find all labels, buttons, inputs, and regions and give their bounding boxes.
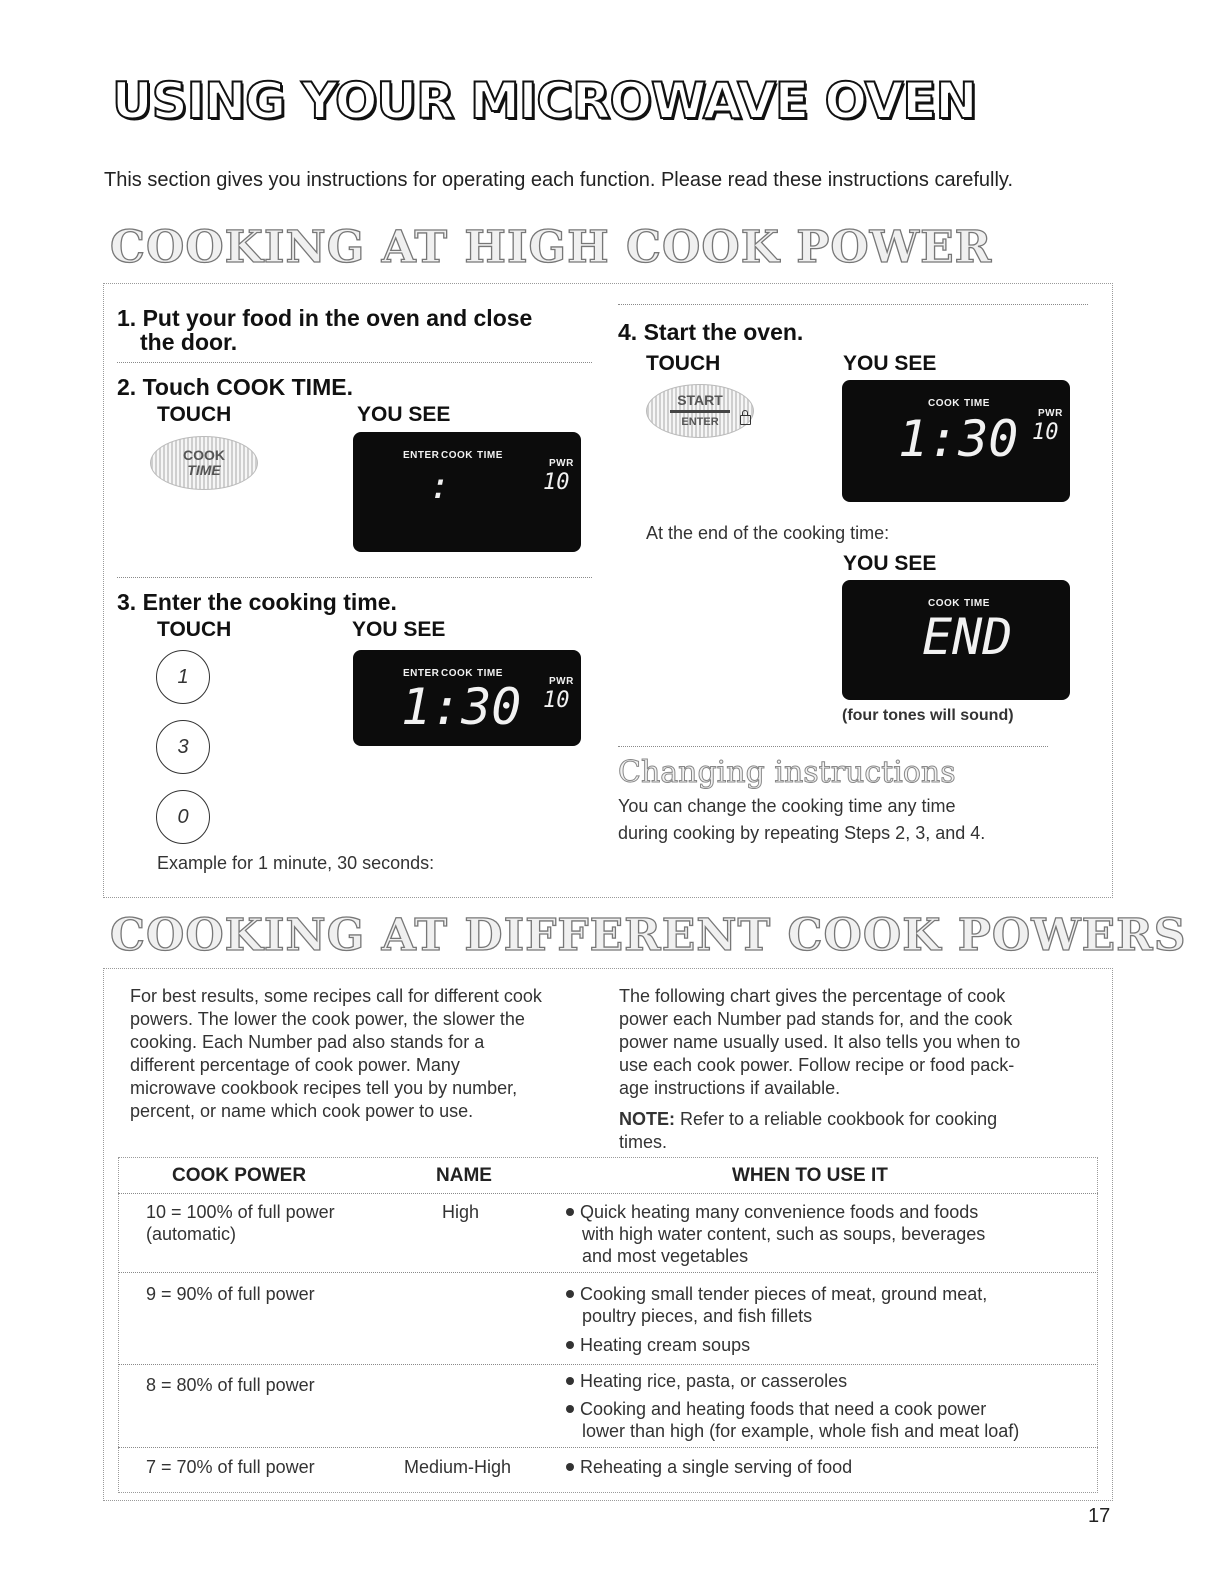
text-line: For best results, some recipes call for different cook xyxy=(130,986,542,1006)
text-line: age instructions if available. xyxy=(619,1078,841,1098)
you-see-label: YOU SEE xyxy=(843,352,937,375)
number-pad-1[interactable] xyxy=(156,650,210,704)
page-title: USING YOUR MICROWAVE OVEN xyxy=(112,72,977,130)
cook-power-cell: 8 = 80% of full power xyxy=(146,1375,315,1395)
step1-title-line1: 1. Put your food in the oven and close xyxy=(117,305,533,331)
intro-text: This section gives you instructions for operating each function. Please read these instructions carefully. xyxy=(104,169,1013,191)
text-line: different percentage of cook power. Many xyxy=(130,1055,460,1075)
number-label: 0 xyxy=(177,805,189,828)
when-cell xyxy=(566,1370,1019,1442)
divider xyxy=(618,746,1048,747)
intro-right xyxy=(619,985,1089,1154)
divider xyxy=(117,577,592,578)
note-text-line2: times. xyxy=(619,1132,668,1152)
divider xyxy=(618,304,1088,305)
bullet-icon xyxy=(566,1208,574,1216)
intro-left xyxy=(130,985,600,1123)
display-label: PWR xyxy=(1038,408,1063,419)
display-power: 10 xyxy=(1032,420,1059,445)
lock-icon xyxy=(740,415,751,425)
display-digits: 1:30 xyxy=(401,678,522,736)
cook-power-cell: 10 = 100% of full power xyxy=(146,1202,335,1222)
display-end xyxy=(842,580,1070,700)
text-line: The following chart gives the percentage of cook xyxy=(619,986,1006,1006)
cook-power-cell: 9 = 90% of full power xyxy=(146,1284,315,1304)
divider xyxy=(117,362,592,363)
you-see-label: YOU SEE xyxy=(843,552,937,575)
pad-label: COOK xyxy=(183,447,225,463)
display-label: TIME xyxy=(964,398,990,409)
bullet-icon xyxy=(566,1341,574,1349)
text-line: power each Number pad stands for, and the cook xyxy=(619,1009,1013,1029)
use-text: Quick heating many convenience foods and foods xyxy=(580,1202,979,1222)
display-label: COOK xyxy=(928,398,960,409)
display-label: TIME xyxy=(964,598,990,609)
use-line: lower than high (for example, whole fish and meat loaf) xyxy=(582,1421,1020,1441)
cook-time-pad[interactable] xyxy=(150,436,258,490)
bullet-icon xyxy=(566,1463,574,1471)
display-label: PWR xyxy=(549,458,574,469)
text-line: powers. The lower the cook power, the slower the xyxy=(130,1009,525,1029)
display-digits: END xyxy=(922,608,1013,666)
use-text: Cooking small tender pieces of meat, ground meat, xyxy=(580,1284,988,1304)
bullet-icon xyxy=(566,1377,574,1385)
display-power: 10 xyxy=(543,470,570,495)
end-of-cooking-text: At the end of the cooking time: xyxy=(646,523,890,543)
bullet-icon xyxy=(566,1290,574,1298)
note xyxy=(619,1108,1089,1131)
number-label: 1 xyxy=(177,665,189,688)
section-heading-high-power: COOKING AT HIGH COOK POWER xyxy=(110,222,993,273)
when-cell xyxy=(566,1283,987,1356)
use-text: Reheating a single serving of food xyxy=(580,1457,853,1477)
display-label: COOK xyxy=(441,450,473,461)
step4-title: 4. Start the oven. xyxy=(618,319,804,345)
table-divider xyxy=(118,1447,1098,1448)
display-label: COOK xyxy=(441,668,473,679)
number-pad-3[interactable] xyxy=(156,720,210,774)
changing-text-line2: during cooking by repeating Steps 2, 3, and 4. xyxy=(618,823,986,843)
touch-label: TOUCH xyxy=(646,352,721,375)
use-text: Cooking and heating foods that need a cook power xyxy=(580,1399,987,1419)
display-time-entered xyxy=(353,650,581,746)
pad-label: ENTER xyxy=(681,415,719,428)
display-label: ENTER xyxy=(403,668,440,679)
display-label: COOK xyxy=(928,598,960,609)
cook-power-note: (automatic) xyxy=(146,1224,237,1244)
bullet-icon xyxy=(566,1405,574,1413)
start-enter-pad[interactable] xyxy=(646,384,754,438)
note-text: Refer to a reliable cookbook for cooking xyxy=(675,1109,998,1129)
page-number: 17 xyxy=(1088,1505,1111,1527)
text-line: power name usually used. It also tells you when to xyxy=(619,1032,1021,1052)
use-line: with high water content, such as soups, beverages xyxy=(582,1224,986,1244)
changing-text-line1: You can change the cooking time any time xyxy=(618,796,956,816)
use-line xyxy=(566,1398,1019,1420)
display-label: TIME xyxy=(477,450,503,461)
step1-title-line2: the door. xyxy=(140,329,238,355)
use-line xyxy=(566,1370,1019,1392)
use-line xyxy=(566,1201,985,1223)
table-header-name: NAME xyxy=(436,1165,492,1186)
use-text: Heating cream soups xyxy=(580,1335,751,1355)
display-label: ENTER xyxy=(403,450,440,461)
table-header-cook-power: COOK POWER xyxy=(172,1165,307,1186)
pad-label: TIME xyxy=(187,462,221,478)
use-text: Heating rice, pasta, or casseroles xyxy=(580,1371,848,1391)
use-line xyxy=(566,1456,852,1478)
tones-note: (four tones will sound) xyxy=(842,707,1014,724)
changing-instructions-heading: Changing instructions xyxy=(618,755,956,790)
table-divider xyxy=(118,1364,1098,1365)
note-label: NOTE: xyxy=(619,1109,675,1129)
example-text: Example for 1 minute, 30 seconds: xyxy=(157,853,435,873)
text-line: percent, or name which cook power to use. xyxy=(130,1101,474,1121)
you-see-label: YOU SEE xyxy=(352,618,446,641)
name-cell: High xyxy=(442,1202,480,1222)
use-line: and most vegetables xyxy=(582,1246,749,1266)
pad-divider xyxy=(670,410,730,413)
table-row xyxy=(146,1201,335,1245)
step2-title: 2. Touch COOK TIME. xyxy=(117,374,353,400)
cook-power-cell: 7 = 70% of full power xyxy=(146,1457,315,1477)
pad-label: START xyxy=(677,391,723,408)
touch-label: TOUCH xyxy=(157,618,232,641)
display-enter-cook-time xyxy=(353,432,581,552)
table-header-when: WHEN TO USE IT xyxy=(732,1165,888,1186)
display-label: PWR xyxy=(549,676,574,687)
when-cell xyxy=(566,1201,985,1267)
touch-label: TOUCH xyxy=(157,403,232,426)
number-pad-0[interactable] xyxy=(156,790,210,844)
display-power: 10 xyxy=(543,688,570,713)
use-line xyxy=(566,1283,987,1305)
you-see-label: YOU SEE xyxy=(357,403,451,426)
display-digits: 1:30 xyxy=(898,410,1019,468)
text-line: cooking. Each Number pad also stands for a xyxy=(130,1032,485,1052)
text-line: use each cook power. Follow recipe or food pack- xyxy=(619,1055,1015,1075)
table-divider xyxy=(118,1193,1098,1194)
step3-title: 3. Enter the cooking time. xyxy=(117,589,397,615)
section-heading-different-powers: COOKING AT DIFFERENT COOK POWERS xyxy=(110,910,1187,961)
use-line xyxy=(566,1334,987,1356)
name-cell: Medium-High xyxy=(404,1457,512,1477)
when-cell xyxy=(566,1456,852,1478)
display-digits: : xyxy=(429,466,451,507)
display-label: TIME xyxy=(477,668,503,679)
text-line: microwave cookbook recipes tell you by number, xyxy=(130,1078,518,1098)
number-label: 3 xyxy=(177,735,189,758)
display-cooking xyxy=(842,380,1070,502)
table-divider xyxy=(118,1272,1098,1273)
use-line: poultry pieces, and fish fillets xyxy=(582,1306,813,1326)
